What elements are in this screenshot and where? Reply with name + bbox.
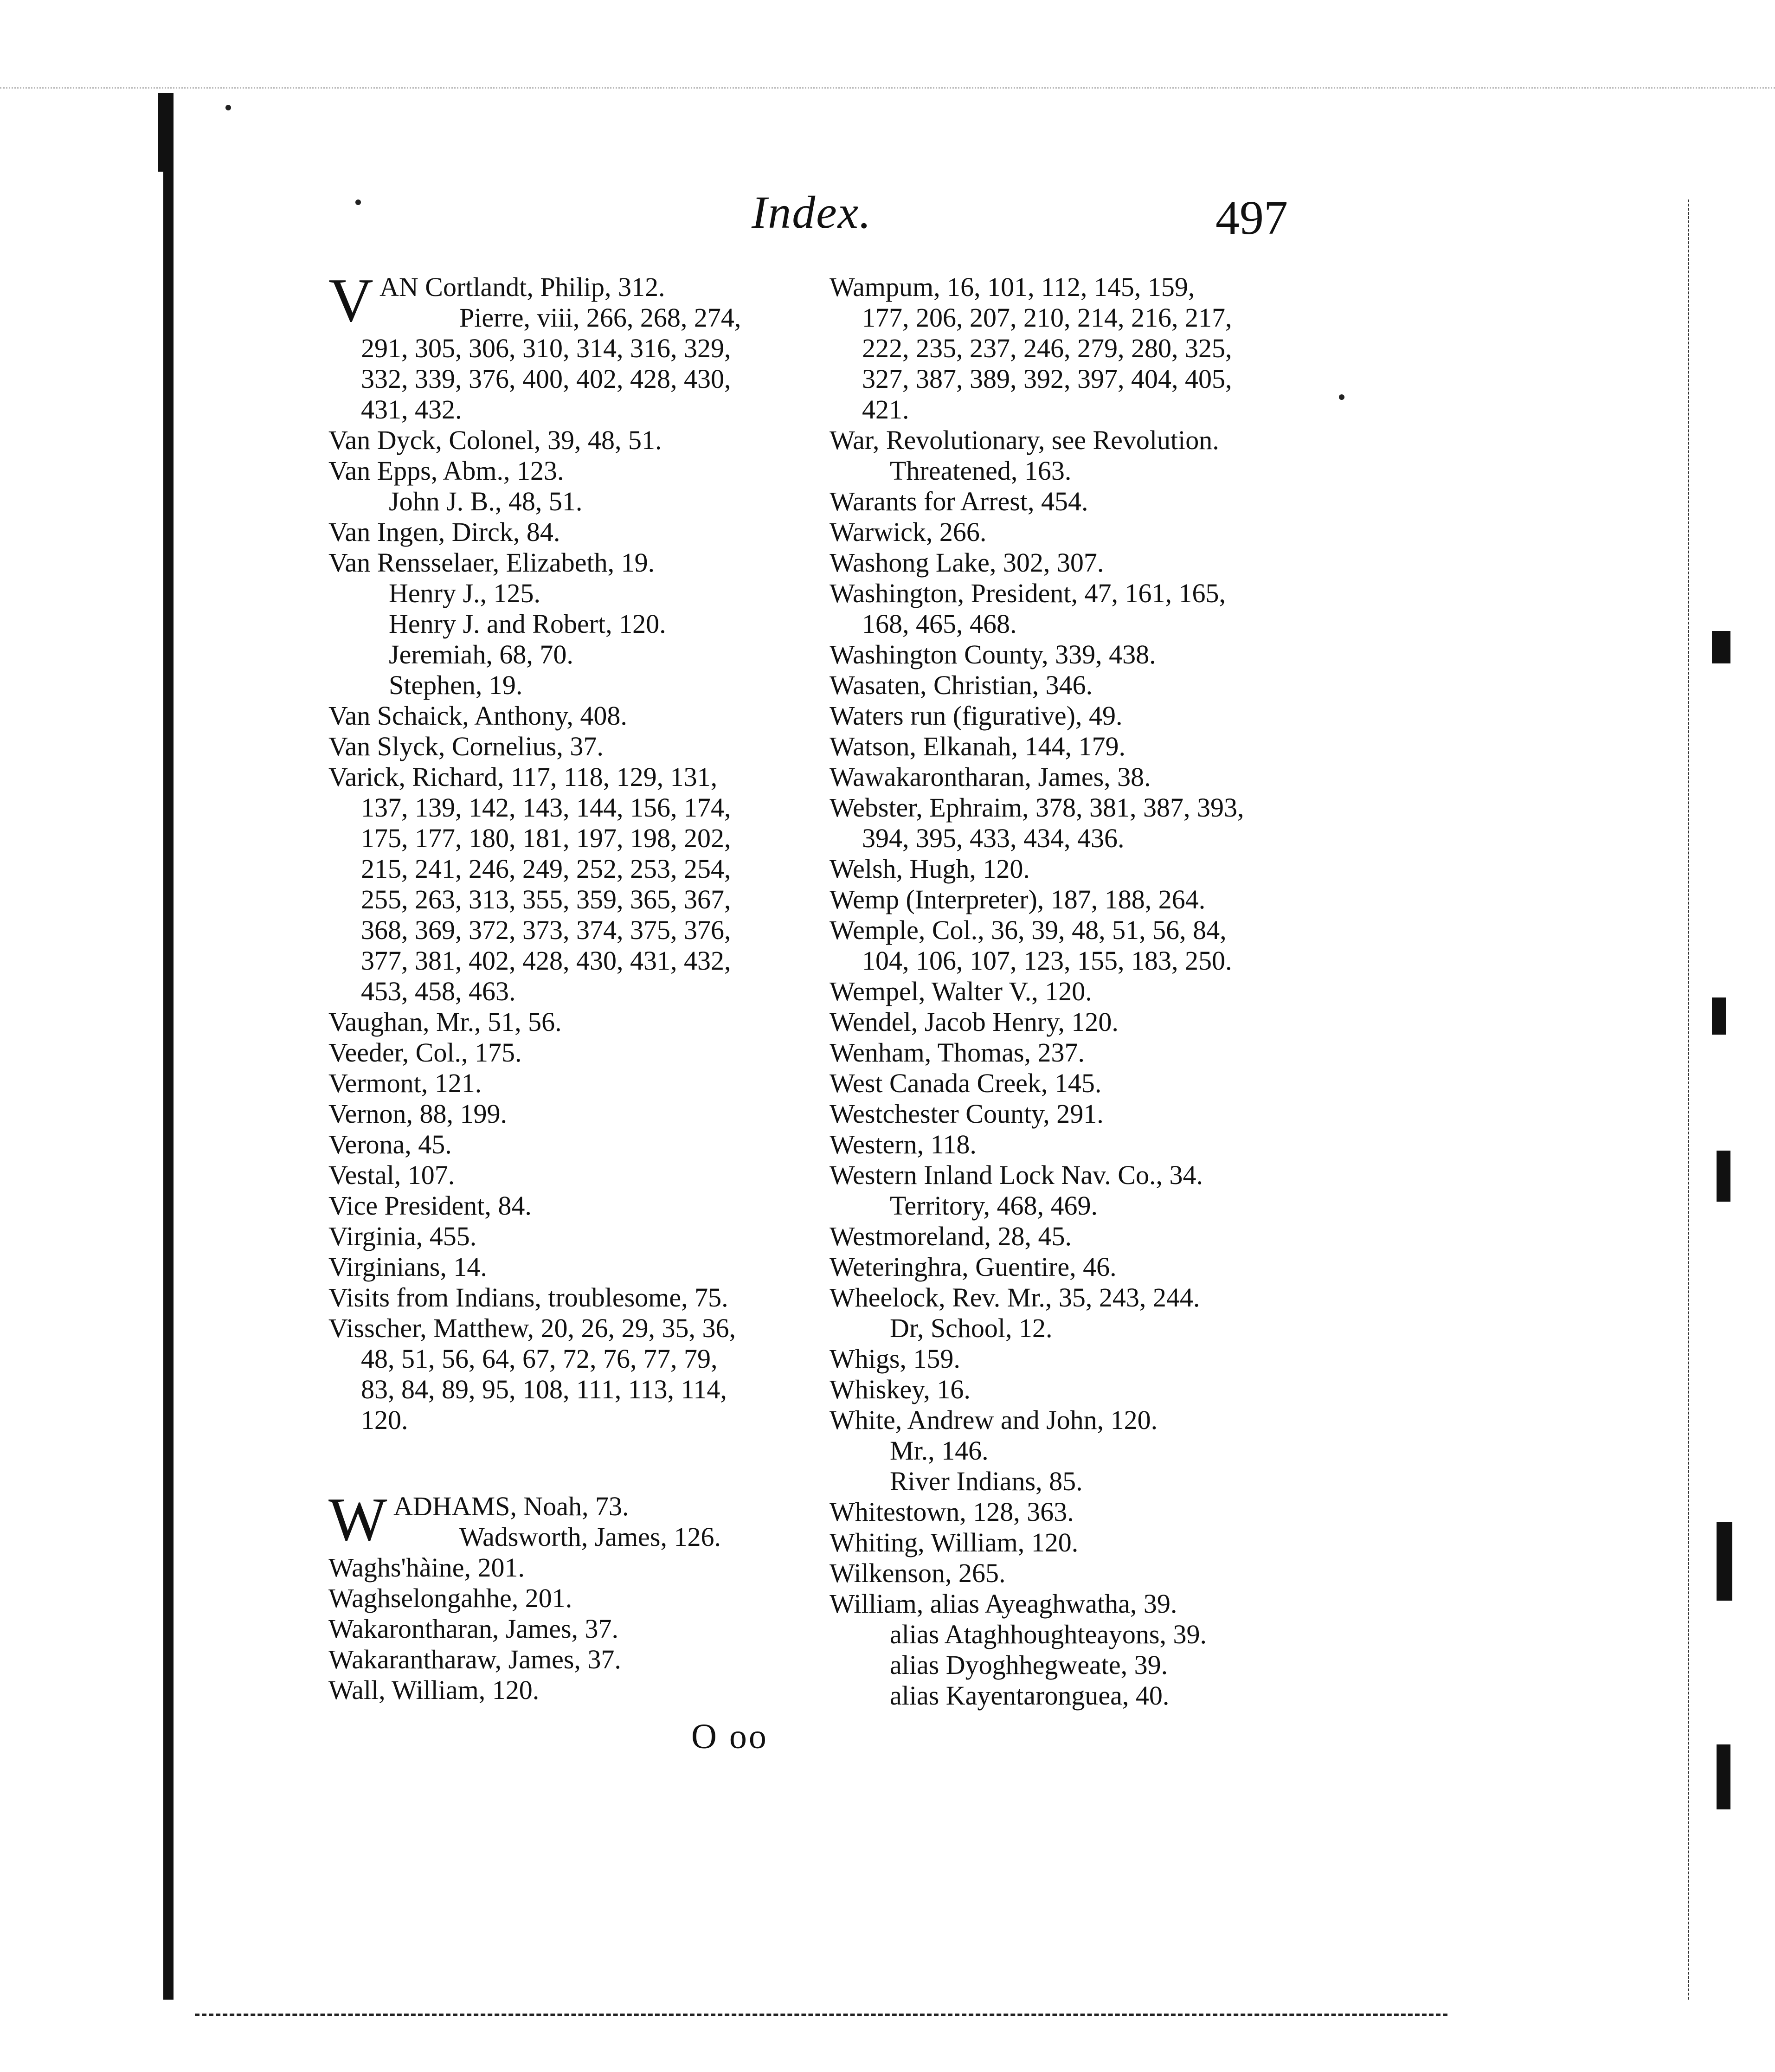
entry-text: Western, 118. <box>830 1129 977 1159</box>
index-entry: ADHAMS, Noah, 73. <box>393 1491 629 1521</box>
index-entry <box>830 486 1321 517</box>
index-entry <box>830 547 1321 578</box>
index-entry <box>830 792 1321 854</box>
entry-continuation: 175, 177, 180, 181, 197, 198, 202, <box>361 823 731 853</box>
entry-text: War, Revolutionary, see Revolution. <box>830 425 1219 455</box>
index-entry <box>328 762 820 1007</box>
scan-top-edge <box>0 87 1775 90</box>
entry-continuation: 368, 369, 372, 373, 374, 375, 376, <box>361 915 731 945</box>
index-entry <box>830 1527 1321 1558</box>
entry-text: Threatened, 163. <box>890 456 1072 486</box>
index-subentry <box>830 456 1321 486</box>
section-gap <box>328 1435 820 1491</box>
index-entry <box>328 1129 820 1160</box>
index-entry <box>830 639 1321 670</box>
index-subentry <box>328 609 820 639</box>
index-entry <box>328 1099 820 1129</box>
index-entry <box>830 1129 1321 1160</box>
index-entry <box>328 1007 820 1037</box>
entry-text: Whiskey, 16. <box>830 1374 971 1404</box>
index-entry <box>328 456 820 486</box>
entry-continuation: 104, 106, 107, 123, 155, 183, 250. <box>862 946 1232 976</box>
index-entry <box>830 425 1321 456</box>
scan-speck <box>1339 394 1344 400</box>
entry-continuation: 215, 241, 246, 249, 252, 253, 254, <box>361 854 731 884</box>
entry-text: Westchester County, 291. <box>830 1099 1104 1129</box>
index-entry <box>830 762 1321 792</box>
entry-continuation: 83, 84, 89, 95, 108, 111, 113, 114, <box>361 1374 727 1404</box>
index-entry <box>830 517 1321 547</box>
index-subentry <box>830 1680 1321 1711</box>
page-number: 497 <box>1215 191 1288 245</box>
entry-text: alias Dyoghhegweate, 39. <box>890 1650 1168 1680</box>
index-entry <box>328 1160 820 1190</box>
index-entry <box>830 1405 1321 1435</box>
index-entry <box>830 1589 1321 1619</box>
entry-text: Van Epps, Abm., 123. <box>328 456 564 486</box>
entry-text: Webster, Ephraim, 378, 381, 387, 393, <box>830 792 1244 823</box>
index-entry <box>328 1037 820 1068</box>
entry-text: Visscher, Matthew, 20, 26, 29, 35, 36, <box>328 1313 736 1343</box>
index-entry <box>328 701 820 731</box>
index-entry <box>328 1614 820 1644</box>
entry-text: Dr, School, 12. <box>890 1313 1053 1343</box>
index-subentry <box>830 1190 1321 1221</box>
index-entry <box>830 1252 1321 1282</box>
scan-speck <box>225 105 231 110</box>
entry-text: Watson, Elkanah, 144, 179. <box>830 731 1126 761</box>
index-entry <box>830 731 1321 762</box>
index-entry <box>830 578 1321 639</box>
entry-continuation: 168, 465, 468. <box>862 609 1017 639</box>
entry-text: Henry J. and Robert, 120. <box>389 609 666 639</box>
entry-text: Western Inland Lock Nav. Co., 34. <box>830 1160 1203 1190</box>
entry-text: Stephen, 19. <box>389 670 523 700</box>
entry-text: Wilkenson, 265. <box>830 1558 1006 1588</box>
index-entry-continuation: 291, 305, 306, 310, 314, 316, 329, <box>361 333 731 363</box>
entry-text: Wakarantharaw, James, 37. <box>328 1644 621 1674</box>
index-entry <box>328 1552 820 1583</box>
index-entry <box>328 1675 820 1705</box>
entry-text: Waters run (figurative), 49. <box>830 701 1123 731</box>
index-entry <box>328 1221 820 1252</box>
entry-text: Visits from Indians, troublesome, 75. <box>328 1282 728 1313</box>
index-entry <box>830 1282 1321 1313</box>
entry-text: Wenham, Thomas, 237. <box>830 1037 1085 1068</box>
index-entry <box>830 854 1321 884</box>
entry-text: Vice President, 84. <box>328 1190 532 1221</box>
entry-text: Waghselongahhe, 201. <box>328 1583 572 1613</box>
dropcap-w: W <box>328 1485 387 1554</box>
running-title: Index. <box>752 187 872 238</box>
index-entry <box>328 1282 820 1313</box>
index-entry <box>830 1374 1321 1405</box>
entry-text: Virginians, 14. <box>328 1252 487 1282</box>
entry-continuation: 222, 235, 237, 246, 279, 280, 325, <box>862 333 1232 363</box>
index-subentry <box>328 670 820 701</box>
index-entries-w <box>328 1552 820 1705</box>
scan-speck <box>355 199 361 205</box>
entry-text: alias Ataghhoughteayons, 39. <box>890 1619 1207 1649</box>
page-right-edge <box>1688 199 1692 2000</box>
index-entry <box>328 731 820 762</box>
entry-continuation: 255, 263, 313, 355, 359, 365, 367, <box>361 884 731 914</box>
signature-mark: O oo <box>691 1717 768 1756</box>
entry-text: Vernon, 88, 199. <box>328 1099 508 1129</box>
index-entries-v <box>328 425 820 1435</box>
index-entry <box>328 1644 820 1675</box>
entry-text: Vaughan, Mr., 51, 56. <box>328 1007 562 1037</box>
index-entry: Wadsworth, James, 126. <box>459 1522 721 1552</box>
entry-text: Jeremiah, 68, 70. <box>389 639 573 669</box>
edge-mark <box>1717 1151 1730 1202</box>
index-entry <box>830 1558 1321 1589</box>
index-entry-continuation: 431, 432. <box>361 394 462 425</box>
index-subentry <box>328 578 820 609</box>
entry-text: River Indians, 85. <box>890 1466 1083 1496</box>
index-entries-w-continued <box>830 272 1321 1711</box>
entry-text: Waghs'hàine, 201. <box>328 1552 525 1583</box>
entry-text: Whiting, William, 120. <box>830 1527 1079 1557</box>
index-entry <box>830 915 1321 976</box>
index-entry <box>830 884 1321 915</box>
entry-text: Wemple, Col., 36, 39, 48, 51, 56, 84, <box>830 915 1227 945</box>
edge-mark <box>1712 997 1726 1035</box>
index-entry: Pierre, viii, 266, 268, 274, <box>459 302 741 333</box>
entry-text: alias Kayentaronguea, 40. <box>890 1680 1170 1711</box>
entry-text: Warwick, 266. <box>830 517 987 547</box>
entry-continuation: 177, 206, 207, 210, 214, 216, 217, <box>862 302 1232 333</box>
entry-text: Washington County, 339, 438. <box>830 639 1156 669</box>
index-subentry <box>328 486 820 517</box>
entry-text: Wasaten, Christian, 346. <box>830 670 1093 700</box>
entry-text: Wheelock, Rev. Mr., 35, 243, 244. <box>830 1282 1200 1313</box>
entry-continuation: 421. <box>862 394 909 425</box>
index-entry <box>830 1037 1321 1068</box>
entry-text: West Canada Creek, 145. <box>830 1068 1102 1098</box>
entry-text: Vermont, 121. <box>328 1068 482 1098</box>
index-entry <box>328 1583 820 1614</box>
index-entry <box>328 1190 820 1221</box>
entry-text: Wempel, Walter V., 120. <box>830 976 1092 1006</box>
entry-continuation: 453, 458, 463. <box>361 976 516 1006</box>
entry-text: Wawakarontharan, James, 38. <box>830 762 1151 792</box>
entry-text: William, alias Ayeaghwatha, 39. <box>830 1589 1177 1619</box>
index-column-left <box>328 266 820 1705</box>
index-entry-continuation: 332, 339, 376, 400, 402, 428, 430, <box>361 364 731 394</box>
index-subentry <box>830 1619 1321 1650</box>
index-subentry <box>830 1650 1321 1680</box>
entry-text: Wakarontharan, James, 37. <box>328 1614 619 1644</box>
entry-continuation: 137, 139, 142, 143, 144, 156, 174, <box>361 792 731 823</box>
entry-text: Virginia, 455. <box>328 1221 477 1251</box>
entry-continuation: 120. <box>361 1405 408 1435</box>
entry-text: Wampum, 16, 101, 112, 145, 159, <box>830 272 1195 302</box>
entry-text: Van Ingen, Dirck, 84. <box>328 517 560 547</box>
index-entry <box>328 425 820 456</box>
entry-text: Mr., 146. <box>890 1435 989 1466</box>
entry-text: Whitestown, 128, 363. <box>830 1497 1074 1527</box>
entry-text: Henry J., 125. <box>389 578 541 608</box>
entry-text: Westmoreland, 28, 45. <box>830 1221 1072 1251</box>
entry-continuation: 327, 387, 389, 392, 397, 404, 405, <box>862 364 1232 394</box>
entry-text: Warants for Arrest, 454. <box>830 486 1088 516</box>
entry-text: Veeder, Col., 175. <box>328 1037 522 1068</box>
edge-mark <box>1717 1744 1730 1809</box>
entry-text: Van Slyck, Cornelius, 37. <box>328 731 604 761</box>
section-v <box>328 266 820 425</box>
index-subentry <box>830 1313 1321 1344</box>
entry-text: Varick, Richard, 117, 118, 129, 131, <box>328 762 718 792</box>
index-entry <box>830 670 1321 701</box>
index-column-right <box>830 272 1321 1711</box>
index-subentry <box>830 1435 1321 1466</box>
entry-text: Washington, President, 47, 161, 165, <box>830 578 1226 608</box>
dropcap-v: V <box>328 266 373 335</box>
index-entry <box>328 547 820 578</box>
edge-mark <box>1712 631 1730 663</box>
section-w <box>328 1485 820 1554</box>
entry-text: Wall, William, 120. <box>328 1675 540 1705</box>
binding-edge-top <box>158 93 163 172</box>
index-entry <box>830 272 1321 425</box>
entry-text: Verona, 45. <box>328 1129 452 1159</box>
entry-text: Washong Lake, 302, 307. <box>830 547 1104 578</box>
entry-text: Van Schaick, Anthony, 408. <box>328 701 627 731</box>
entry-continuation: 48, 51, 56, 64, 67, 72, 76, 77, 79, <box>361 1344 718 1374</box>
entry-text: Vestal, 107. <box>328 1160 455 1190</box>
index-entry <box>830 1344 1321 1374</box>
index-subentry <box>830 1466 1321 1497</box>
entry-text: Territory, 468, 469. <box>890 1190 1098 1221</box>
index-entry <box>328 1313 820 1435</box>
index-entry <box>830 976 1321 1007</box>
index-entry <box>830 1221 1321 1252</box>
index-entry <box>830 1497 1321 1527</box>
binding-edge <box>163 93 174 2000</box>
entry-text: Wendel, Jacob Henry, 120. <box>830 1007 1119 1037</box>
entry-continuation: 377, 381, 402, 428, 430, 431, 432, <box>361 946 731 976</box>
entry-text: Wemp (Interpreter), 187, 188, 264. <box>830 884 1206 914</box>
index-entry <box>830 701 1321 731</box>
entry-text: Van Rensselaer, Elizabeth, 19. <box>328 547 655 578</box>
entry-continuation: 394, 395, 433, 434, 436. <box>862 823 1125 853</box>
index-entry <box>830 1068 1321 1099</box>
entry-text: Van Dyck, Colonel, 39, 48, 51. <box>328 425 662 455</box>
entry-text: Weteringhra, Guentire, 46. <box>830 1252 1117 1282</box>
index-subentry <box>328 639 820 670</box>
entry-text: White, Andrew and John, 120. <box>830 1405 1158 1435</box>
index-entry: AN Cortlandt, Philip, 312. <box>379 272 665 302</box>
entry-text: John J. B., 48, 51. <box>389 486 583 516</box>
entry-text: Whigs, 159. <box>830 1344 960 1374</box>
index-entry <box>830 1007 1321 1037</box>
index-entry <box>328 517 820 547</box>
index-entry <box>328 1252 820 1282</box>
entry-text: Welsh, Hugh, 120. <box>830 854 1030 884</box>
index-entry <box>830 1099 1321 1129</box>
scan-bottom-edge <box>195 2014 1447 2019</box>
index-entry <box>328 1068 820 1099</box>
index-entry <box>830 1160 1321 1190</box>
edge-mark <box>1717 1522 1732 1601</box>
